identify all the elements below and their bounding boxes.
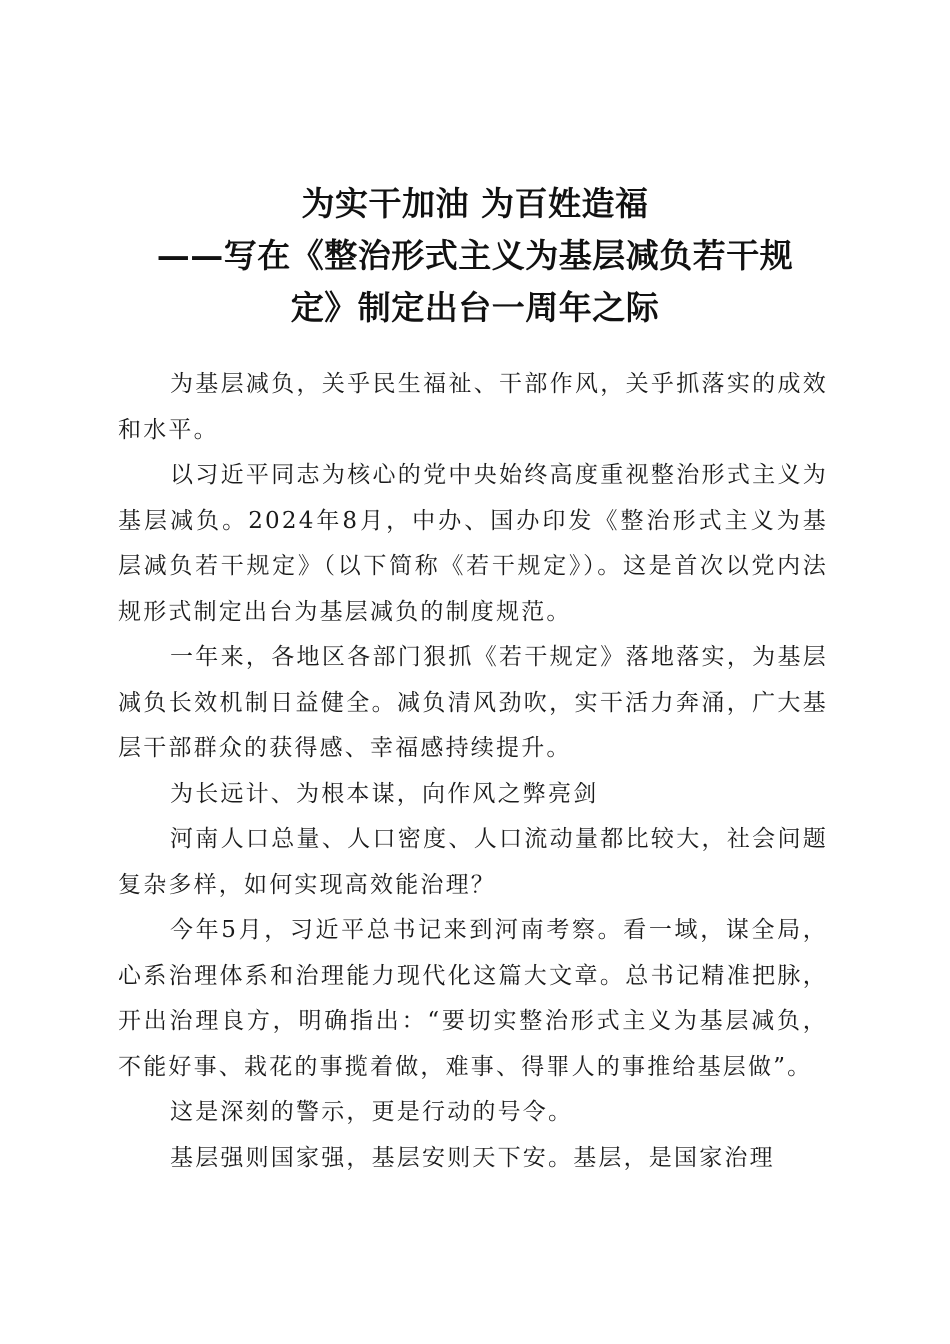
document-title [110, 178, 840, 334]
section-heading: 为长远计、为根本谋，向作风之弊亮剑 [170, 780, 599, 807]
paragraph-7: 基层强则国家强，基层安则天下安。基层，是国家治理 [170, 1144, 775, 1171]
title-line-main: 为实干加油 为百姓造福 [301, 184, 649, 223]
paragraph-5: 今年5月，习近平总书记来到河南考察。看一域，谋全局，心系治理体系和治理能力现代化这篇大文章。总书记精准把脉，开出治理良方，明确指出：“要切实整治形式主义为基层减负，不能好事、栽花的事揽着做，难事、得罪人的事推给基层做”。 [118, 917, 828, 1080]
document-body [118, 362, 828, 1181]
title-line-subtitle-2: 定》制定出台一周年之际 [290, 288, 660, 327]
paragraph-6: 这是深刻的警示，更是行动的号令。 [170, 1099, 574, 1125]
paragraph-3: 一年来，各地区各部门狠抓《若干规定》落地落实，为基层减负长效机制日益健全。减负清风劲吹，实干活力奔涌，广大基层干部群众的获得感、幸福感持续提升。 [118, 644, 828, 761]
paragraph-2: 以习近平同志为核心的党中央始终高度重视整治形式主义为基层减负。2024年8月，中办、国办印发《整治形式主义为基层减负若干规定》（以下简称《若干规定》）。这是首次以党内法规形式制定出台为基层减负的制度规范。 [118, 462, 828, 625]
paragraph-1: 为基层减负，关乎民生福祉、干部作风，关乎抓落实的成效和水平。 [118, 371, 828, 443]
title-line-subtitle-1: ——写在《整治形式主义为基层减负若干规 [156, 236, 794, 275]
paragraph-4: 河南人口总量、人口密度、人口流动量都比较大，社会问题复杂多样，如何实现高效能治理？ [118, 826, 828, 898]
